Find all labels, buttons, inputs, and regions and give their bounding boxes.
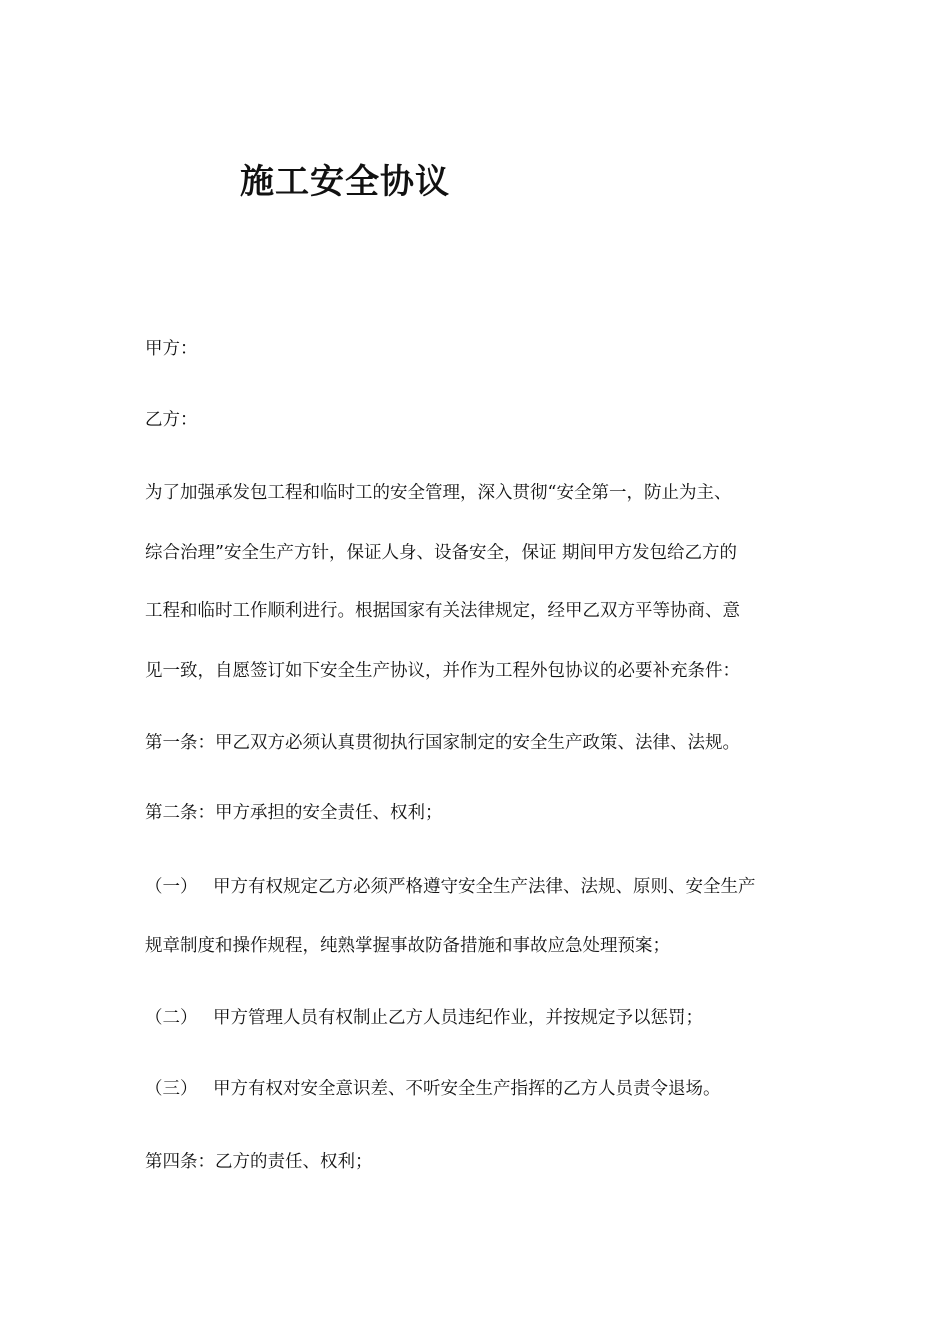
clause-item-1-continuation: 规章制度和操作规程，纯熟掌握事故防备措施和事故应急处理预案； [145,936,670,956]
clause-item-3 [145,1077,721,1101]
preamble-line: 见一致，自愿签订如下安全生产协议，并作为工程外包协议的必要补充条件： [145,661,740,681]
article-1: 第一条：甲乙双方必须认真贯彻执行国家制定的安全生产政策、法律、法规。 [145,733,740,753]
party-b-label: 乙方： [145,410,198,430]
clause-number: （二） [145,1008,198,1028]
clause-text: 甲方有权规定乙方必须严格遵守安全生产法律、法规、原则、安全生产 [213,877,756,897]
clause-item-2 [145,1006,703,1030]
clause-number: （三） [145,1079,198,1099]
article-4: 第四条：乙方的责任、权利； [145,1152,373,1172]
party-a-label: 甲方： [145,339,198,359]
preamble-line: 工程和临时工作顺利进行。根据国家有关法律规定，经甲乙双方平等协商、意 [145,601,740,621]
clause-text: 甲方有权对安全意识差、不听安全生产指挥的乙方人员责令退场。 [213,1079,721,1099]
clause-item-1 [145,875,756,899]
preamble-line: 综合治理”安全生产方针，保证人身、设备安全，保证 期间甲方发包给乙方的 [145,543,738,563]
clause-number: （一） [145,877,198,897]
document-title: 施工安全协议 [240,162,450,202]
article-2: 第二条：甲方承担的安全责任、权利； [145,803,443,823]
clause-text: 甲方管理人员有权制止乙方人员违纪作业，并按规定予以惩罚； [213,1008,703,1028]
preamble-line: 为了加强承发包工程和临时工的安全管理，深入贯彻“安全第一，防止为主、 [145,483,732,503]
